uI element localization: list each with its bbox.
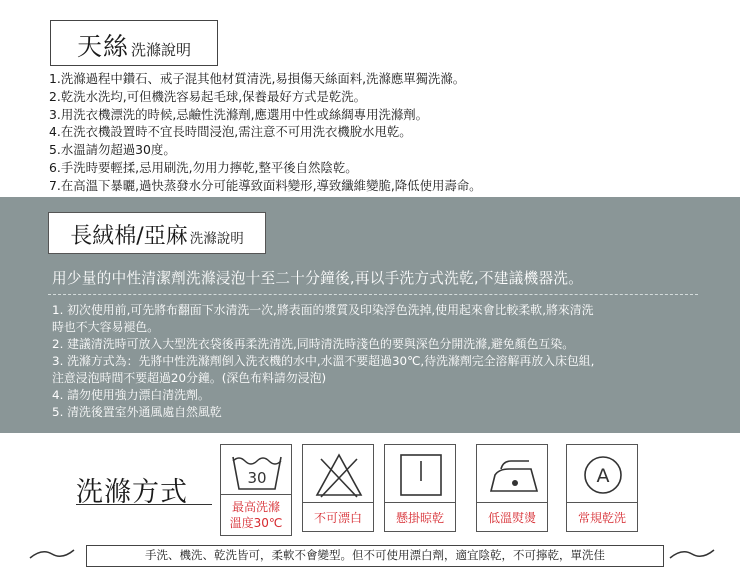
tencel-title: 天絲 [76,32,129,61]
cotton-item: 4. 請勿使用強力漂白清洗劑。 [52,388,210,402]
dry-clean-letter: A [596,465,610,487]
tencel-instructions [49,70,729,195]
cotton-title-sub: 洗滌說明 [189,231,244,247]
tencel-item: 3.用洗衣機漂洗的時候,忌鹼性洗滌劑,應選用中性或絲綢專用洗滌劑。 [49,106,429,122]
hang-dry-caption: 懸掛晾乾 [384,502,456,532]
wash-label-underline [76,504,212,505]
tencel-title-sub: 洗滌說明 [131,41,192,59]
left-tilde-ornament [28,546,76,562]
tencel-item: 4.在洗衣機設置時不宜長時間浸泡,需注意不可用洗衣機脫水甩乾。 [49,124,412,140]
low-iron-icon [476,444,548,504]
wash-method-text: 洗滌方式 [76,477,188,508]
hang-dry-icon [384,444,456,504]
cotton-summary: 用少量的中性清潔劑洗滌浸泡十至二十分鐘後,再以手洗方式洗乾,不建議機器洗。 [52,270,584,287]
tencel-title-box [50,20,218,66]
tencel-item: 6.手洗時要輕揉,忌用刷洗,勿用力擰乾,整平後自然陰乾。 [49,159,358,175]
cotton-item: 2. 建議清洗時可放入大型洗衣袋後再柔洗清洗,同時清洗時淺色的要與深色分開洗滌,避免顏色互染。 [52,337,575,351]
cotton-item: 注意浸泡時間不要超過20分鐘。(深色布料請勿浸泡) [52,371,327,385]
low-iron-caption: 低溫熨燙 [476,502,548,532]
dry-clean-caption: 常規乾洗 [566,502,638,532]
cotton-section [0,197,740,433]
cotton-item: 5. 清洗後置室外通風處自然風乾 [52,405,222,419]
cotton-title: 長絨棉/亞麻 [70,224,188,249]
dashed-divider [48,294,698,295]
no-bleach-caption: 不可漂白 [302,502,374,532]
tencel-item: 7.在高溫下暴曬,過快蒸發水分可能導致面料變形,導致纖維變脆,降低使用壽命。 [49,177,482,193]
wash-method-label [76,470,212,512]
tencel-item: 5.水溫請勿超過30度。 [49,142,176,158]
cotton-instructions [52,302,722,421]
cotton-title-box [48,212,266,254]
care-summary-footer: 手洗、機洗、乾洗皆可，柔軟不會變型。但不可使用漂白劑，適宜陰乾，不可擰乾，單洗佳 [86,545,664,567]
wash-30-caption: 最高洗滌 溫度30℃ [220,494,292,536]
dry-clean-a-icon [566,444,638,504]
no-bleach-icon [302,444,374,504]
wash-temp-number: 30 [247,469,267,487]
right-tilde-ornament [668,546,716,562]
cotton-item: 1. 初次使用前,可先將布翻面下水清洗一次,將表面的漿質及印染浮色洗掉,使用起來會比較柔軟,將來清洗 [52,303,594,317]
tencel-item: 2.乾洗水洗均,可但機洗容易起毛球,保養最好方式是乾洗。 [49,88,367,104]
cotton-item: 時也不大容易褪色。 [52,320,160,334]
cotton-item: 3. 洗滌方式為：先將中性洗滌劑倒入洗衣機的水中,水溫不要超過30℃,待洗滌劑完全溶解再放入床包組, [52,354,595,368]
tencel-item: 1.洗滌過程中鑽石、戒子混其他材質清洗,易損傷天絲面料,洗滌應單獨洗滌。 [49,71,466,86]
